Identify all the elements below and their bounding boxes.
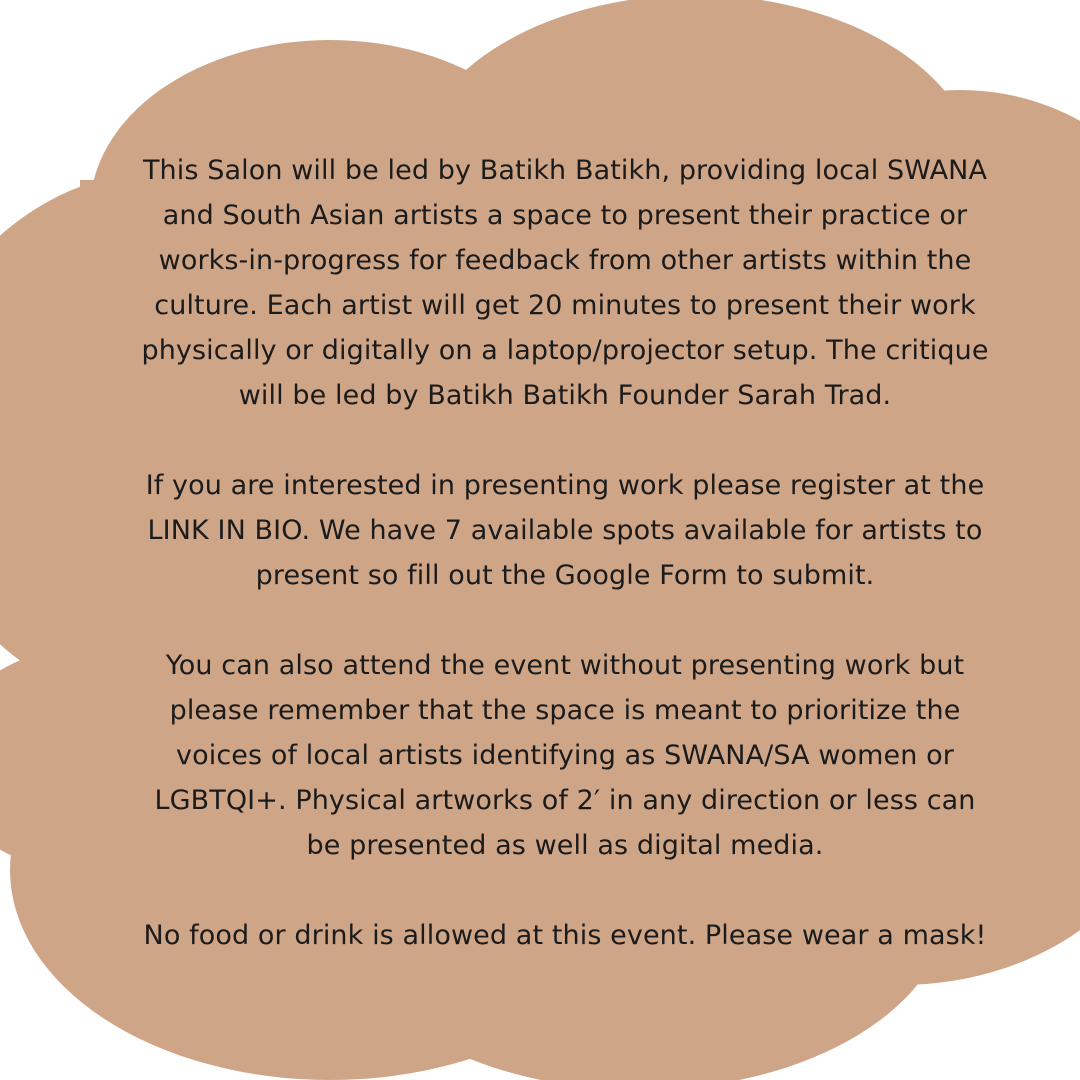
text-line: No food or drink is allowed at this event. Please wear a mask! [143, 920, 987, 951]
text-line: culture. Each artist will get 20 minutes to present their work [154, 290, 976, 321]
text-line: present so fill out the Google Form to submit. [255, 560, 875, 591]
text-line: You can also attend the event without presenting work but [165, 650, 965, 681]
paragraph-spacer [110, 598, 1020, 643]
text-line: voices of local artists identifying as SWANA/SA women or [176, 740, 954, 771]
text-line: LGBTQI+. Physical artworks of 2′ in any direction or less can [154, 785, 976, 816]
text-line: works-in-progress for feedback from other artists within the [158, 245, 972, 276]
paragraph-attendance [110, 643, 1020, 868]
description-text [110, 148, 1020, 958]
text-line: LINK IN BIO. We have 7 available spots available for artists to [147, 515, 983, 546]
paragraph-spacer [110, 418, 1020, 463]
paragraph-rules [110, 913, 1020, 958]
text-line: be presented as well as digital media. [306, 830, 824, 861]
text-line: This Salon will be led by Batikh Batikh, providing local SWANA [142, 155, 988, 186]
paragraph-spacer [110, 868, 1020, 913]
paragraph-salon-intro [110, 148, 1020, 418]
text-line: will be led by Batikh Batikh Founder Sarah Trad. [238, 380, 892, 411]
text-line: physically or digitally on a laptop/projector setup. The critique [141, 335, 989, 366]
paragraph-registration [110, 463, 1020, 598]
text-line: please remember that the space is meant to prioritize the [169, 695, 961, 726]
text-line: and South Asian artists a space to present their practice or [162, 200, 968, 231]
text-line: If you are interested in presenting work please register at the [145, 470, 985, 501]
